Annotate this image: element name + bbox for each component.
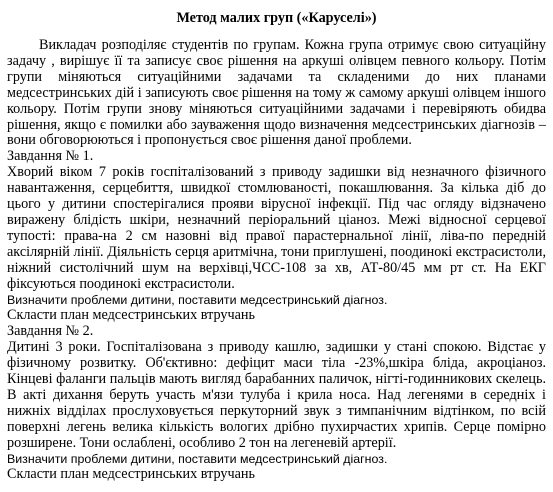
task-1-heading: Завдання № 1. [7, 148, 94, 165]
intro-paragraph: Викладач розподіляє студентів по групам. Кожна група отримує свою ситуаційну задачу , вирішує її та записує своє рішення на аркуші олівцем певного кольору. Потім групи міняються ситуаційними задачами та складеними до них планами медсестринських дій і записують своє рішення на тому ж самому аркуші олівцем іншого кольору. Потім групи знову міняються ситуаційними задачами і перевіряють обидва рішення, якщо є помилки або зауваження щодо визначення медсестринських діагнозів – вони обговорюються і пропонується своє рішення даної проблеми. [7, 37, 546, 149]
task-1-instruction-diagnosis: Визначити проблеми дитини, поставити медсестринський діагноз. [7, 292, 388, 307]
task-2-heading: Завдання № 2. [7, 323, 94, 340]
task-1-instruction-plan: Скласти план медсестринських втручань [7, 307, 255, 324]
document-page [7, 10, 546, 483]
task-2-instruction-diagnosis: Визначити проблеми дитини, поставити медсестринський діагноз. [7, 451, 388, 466]
task-2-instruction-plan: Скласти план медсестринських втручань [7, 466, 255, 483]
document-title: Метод малих груп («Каруселі») [176, 10, 377, 26]
task-1-text: Хворий віком 7 років госпіталізований з приводу задишки від незначного фізичного навантаження, серцебиття, швидкої стомлюваності, покашлювання. За кілька діб до цього у дитини спостерігалися прояви вірусної інфекції. Під час огляду відзначено виражену блідість шкіри, незначний періоральний ціаноз. Межі відносної серцевої тупості: права-на 2 см назовні від правої парастернальної лінії, ліва-по передній аксілярній лінії. Діяльність серця аритмічна, тони приглушені, поодинокі екстрасистоли, ніжний систолічний шум на верхівці,ЧСС-108 за хв, АТ-80/45 мм рт ст. На ЕКГ фіксуються поодинокі екстрасистоли. [7, 164, 546, 292]
task-2-text: Дитині 3 роки. Госпіталізована з приводу кашлю, задишки у стані спокою. Відстає у фізичному розвитку. Об'єктивно: дефіцит маси тіла -23%,шкіра бліда, акроціаноз. Кінцеві фаланги пальців мають вигляд барабанних паличок, нігті-годинникових скелець. В акті дихання беруть участь м'язи тулуба і крила носа. Над легенями в середніх і нижніх відділах прослуховується перкуторний звук з тимпанічним відтінком, по всій поверхні легень велика кількість вологих дрібно пухирчастих хрипів. Серце помірно розширене. Тони ослаблені, особливо 2 тон на легеневій артерії. [7, 339, 546, 451]
